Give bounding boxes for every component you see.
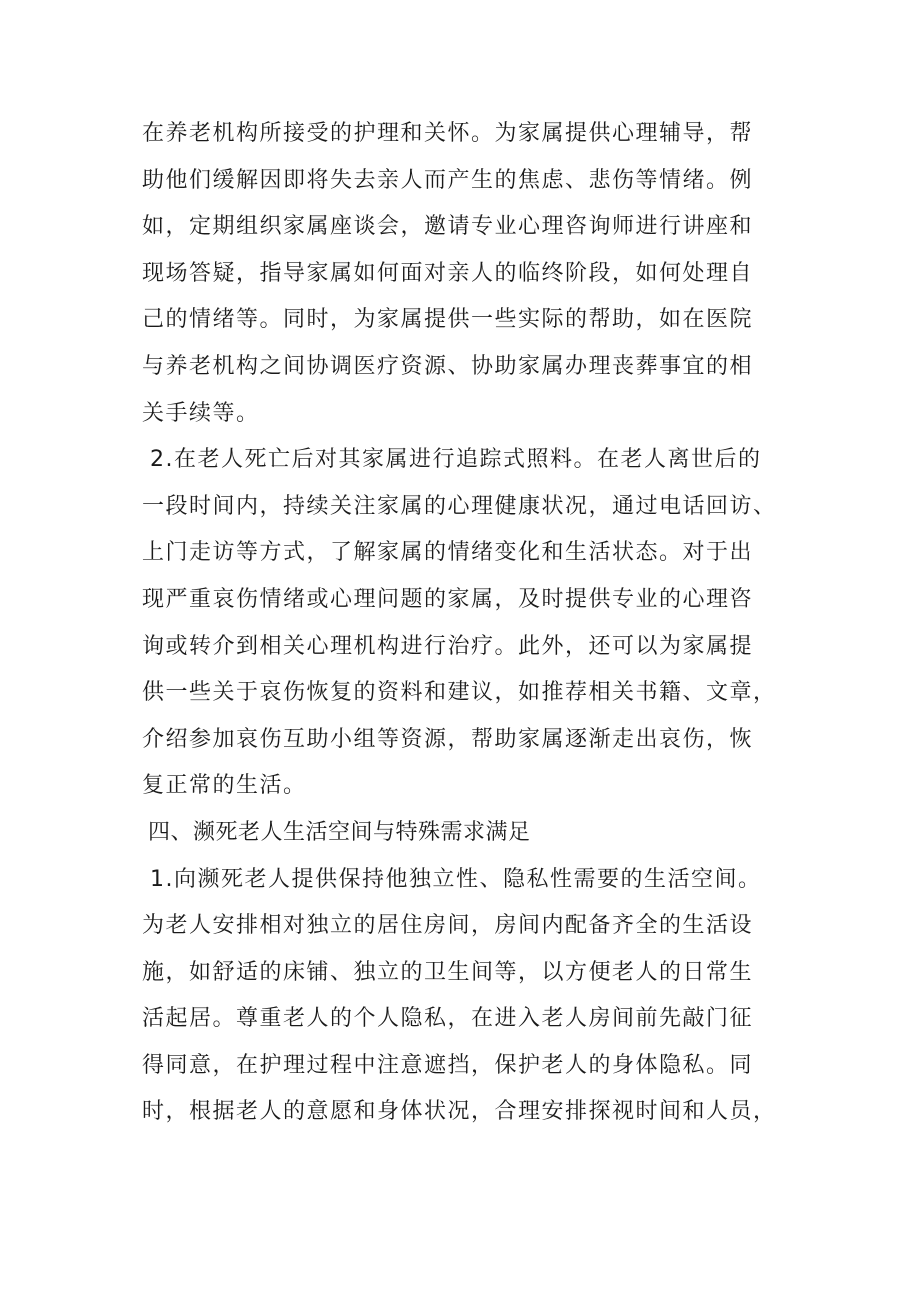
paragraph-line: 助他们缓解因即将失去亲人而产生的焦虑、悲伤等情绪。例 (142, 167, 754, 193)
section-heading: 四、濒死老人生活空间与特殊需求满足 (148, 819, 531, 845)
paragraph-line: 询或转介到相关心理机构进行治疗。此外，还可以为家属提 (142, 633, 754, 659)
paragraph-line: 供一些关于哀伤恢复的资料和建议，如推荐相关书籍、文章， (142, 680, 777, 706)
paragraph-line: 现严重哀伤情绪或心理问题的家属，及时提供专业的心理咨 (142, 586, 754, 612)
document-body (142, 111, 802, 1136)
paragraph-line: 得同意，在护理过程中注意遮挡，保护老人的身体隐私。同 (142, 1052, 754, 1078)
paragraph-line: 一段时间内，持续关注家属的心理健康状况，通过电话回访、 (142, 493, 777, 519)
paragraph-line: 施，如舒适的床铺、独立的卫生间等，以方便老人的日常生 (142, 959, 754, 985)
paragraph-line: 复正常的生活。 (142, 773, 307, 799)
paragraph-line: 与养老机构之间协调医疗资源、协助家属办理丧葬事宜的相 (142, 353, 754, 379)
paragraph-line: 现场答疑，指导家属如何面对亲人的临终阶段，如何处理自 (142, 260, 754, 286)
paragraph-line: 在养老机构所接受的护理和关怀。为家属提供心理辅导，帮 (142, 121, 754, 146)
paragraph-line: 介绍参加哀伤互助小组等资源，帮助家属逐渐走出哀伤，恢 (142, 726, 754, 752)
paragraph-line: 己的情绪等。同时，为家属提供一些实际的帮助，如在医院 (142, 307, 754, 333)
paragraph-line: 时，根据老人的意愿和身体状况，合理安排探视时间和人员， (142, 1099, 777, 1125)
paragraph-line: 活起居。尊重老人的个人隐私，在进入老人房间前先敲门征 (142, 1006, 754, 1032)
paragraph-line: 如，定期组织家属座谈会，邀请专业心理咨询师进行讲座和 (142, 214, 754, 240)
paragraph-line: 关手续等。 (142, 400, 260, 426)
list-item-2-start: 2.在老人死亡后对其家属进行追踪式照料。在老人离世后的 (150, 447, 762, 473)
paragraph-line: 为老人安排相对独立的居住房间，房间内配备齐全的生活设 (142, 913, 754, 939)
paragraph-line: 上门走访等方式，了解家属的情绪变化和生活状态。对于出 (142, 540, 754, 566)
list-item-1-start: 1.向濒死老人提供保持他独立性、隐私性需要的生活空间。 (150, 866, 762, 892)
